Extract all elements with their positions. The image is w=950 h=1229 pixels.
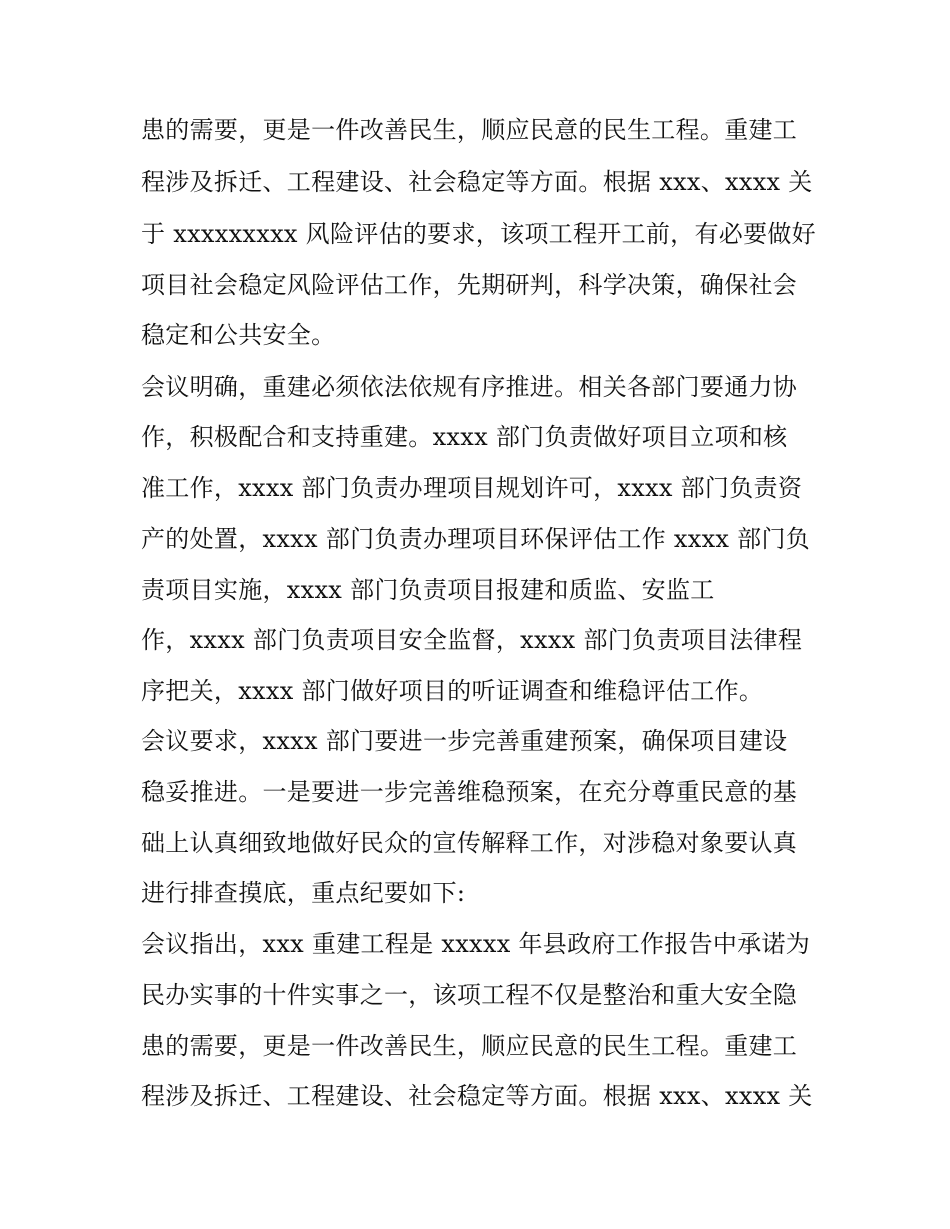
text-line: 程涉及拆迁、工程建设、社会稳定等方面。根据 xxx、xxxx 关: [141, 168, 813, 196]
text-line: 项目社会稳定风险评估工作，先期研判，科学决策，确保社会: [141, 271, 798, 299]
text-line: 稳定和公共安全。: [141, 321, 336, 349]
text-line: 序把关，xxxx 部门做好项目的听证调查和维稳评估工作。: [141, 677, 764, 705]
text-line: 患的需要，更是一件改善民生，顺应民意的民生工程。重建工: [141, 116, 798, 144]
text-line: 会议指出，xxx 重建工程是 xxxxx 年县政府工作报告中承诺为: [141, 930, 811, 958]
text-line: 民办实事的十件实事之一，该项工程不仅是整治和重大安全隐: [141, 981, 798, 1009]
text-line: 责项目实施，xxxx 部门负责项目报建和质监、安监工: [141, 576, 715, 604]
text-line: 患的需要，更是一件改善民生，顺应民意的民生工程。重建工: [141, 1032, 798, 1060]
text-line: 础上认真细致地做好民众的宣传解释工作，对涉稳对象要认真: [141, 829, 798, 857]
text-line: 程涉及拆迁、工程建设、社会稳定等方面。根据 xxx、xxxx 关: [141, 1082, 813, 1110]
text-line: 稳妥推进。一是要进一步完善维稳预案，在充分尊重民意的基: [141, 778, 798, 806]
text-line: 作，积极配合和支持重建。xxxx 部门负责做好项目立项和核: [141, 423, 788, 451]
text-line: 作，xxxx 部门负责项目安全监督，xxxx 部门负责项目法律程: [141, 626, 803, 654]
text-line: 于 xxxxxxxxx 风险评估的要求，该项工程开工前，有必要做好: [141, 220, 816, 248]
text-line: 产的处置，xxxx 部门负责办理项目环保评估工作 xxxx 部门负: [141, 525, 811, 553]
text-line: 会议明确，重建必须依法依规有序推进。相关各部门要通力协: [141, 373, 798, 401]
text-line: 会议要求，xxxx 部门要进一步完善重建预案，确保项目建设: [141, 727, 788, 755]
text-line: 准工作，xxxx 部门负责办理项目规划许可，xxxx 部门负责资: [141, 474, 803, 502]
text-line: 进行排查摸底，重点纪要如下:: [141, 879, 466, 907]
